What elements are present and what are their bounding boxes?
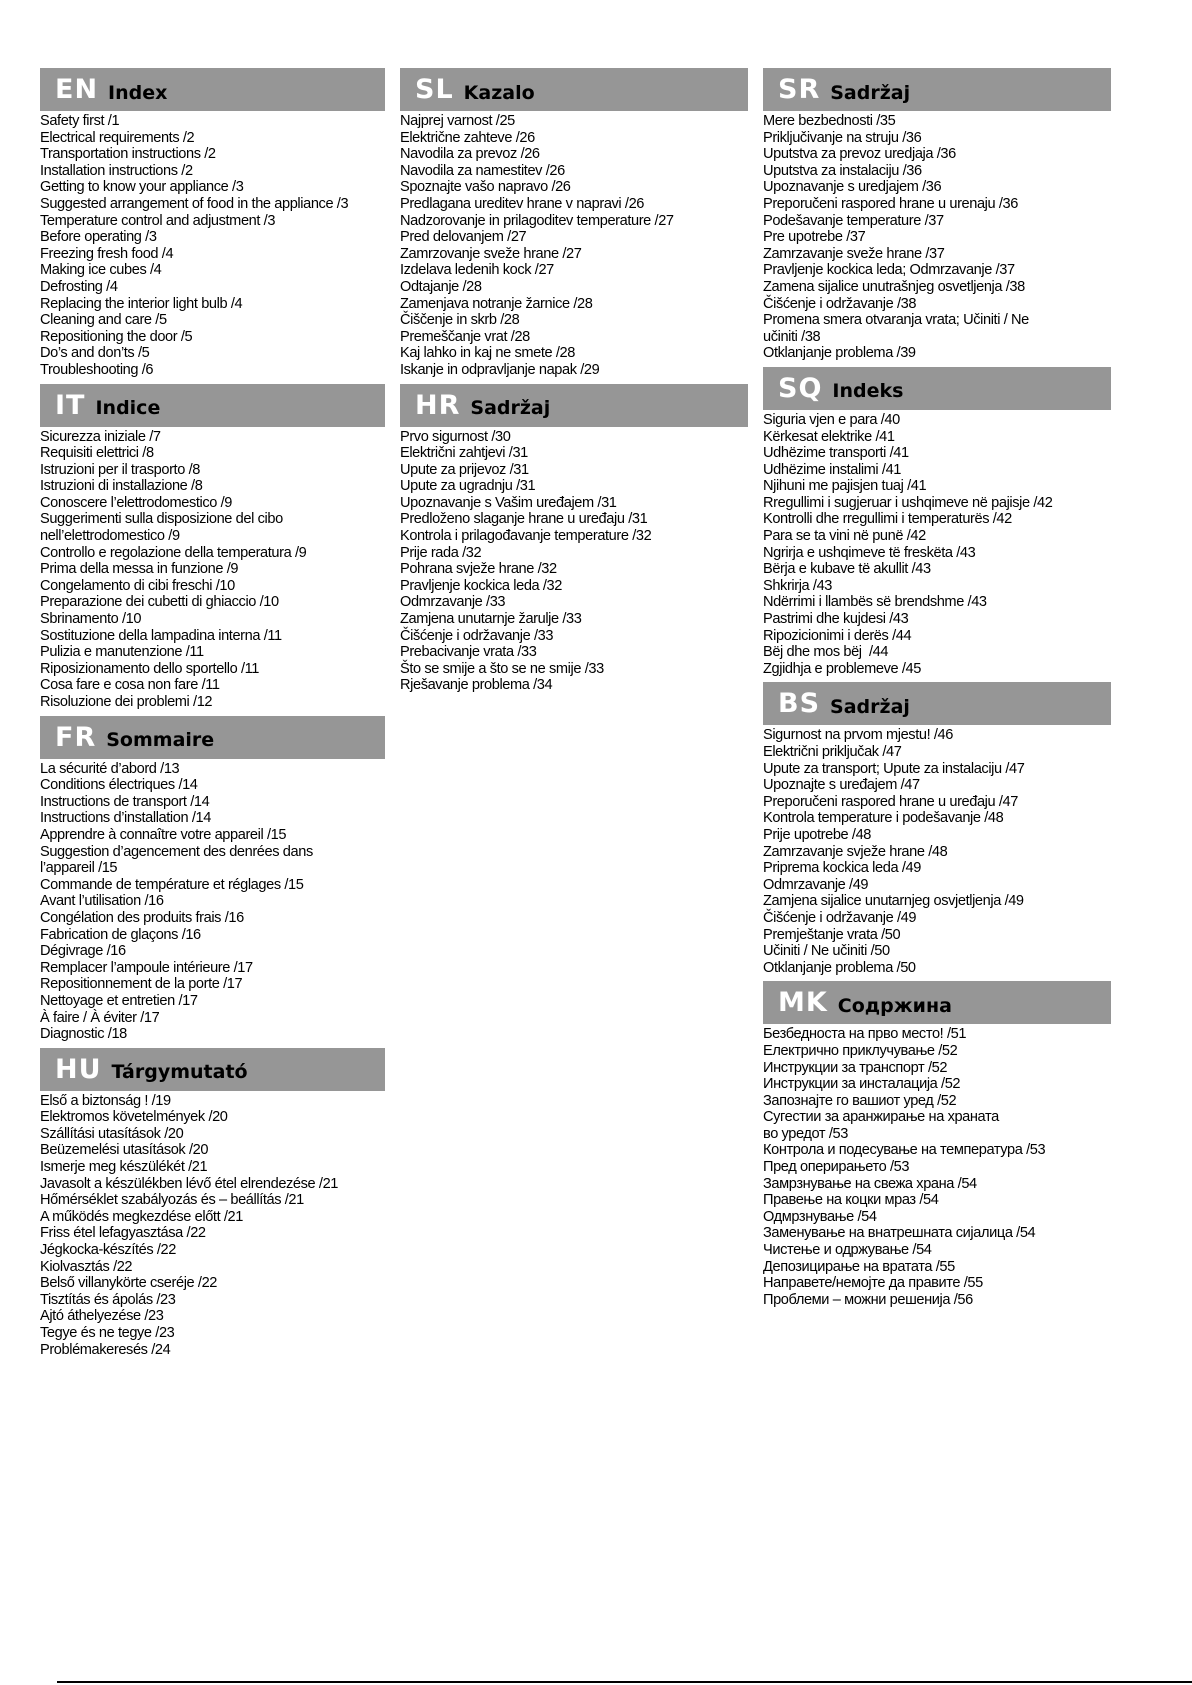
toc-entry: Temperature control and adjustment /3: [40, 212, 276, 229]
toc-entry: Kontrolli dhe rregullimi i temperaturës /42: [763, 511, 1012, 528]
toc-entry: Requisiti elettrici /8: [40, 445, 154, 462]
toc-entry: Beüzemelési utasítások /20: [40, 1142, 209, 1159]
toc-list-sr: [763, 113, 1111, 362]
toc-list-hr: [400, 429, 748, 695]
toc-entry: Prvo sigurnost /30: [400, 428, 511, 445]
toc-entry: Bërja e kubave të akullit /43: [763, 561, 931, 578]
language-code: IT: [55, 389, 86, 421]
toc-entry: Priključivanje na struju /36: [763, 129, 922, 146]
section-en: [40, 68, 385, 379]
toc-entry: Upoznavanje s uredjajem /36: [763, 179, 942, 196]
toc-entry: Instructions d’installation /14: [40, 810, 211, 827]
toc-entry: Zamjena unutarnje žarulje /33: [400, 611, 582, 628]
toc-entry: À faire / À éviter /17: [40, 1009, 160, 1026]
toc-entry: Bëj dhe mos bëj /44: [763, 644, 889, 661]
toc-entry: Контрола и подесување на температура /53: [763, 1142, 1046, 1159]
toc-entry: Elektromos követelmények /20: [40, 1109, 228, 1126]
toc-entry: Правење на коцки мраз /54: [763, 1192, 939, 1209]
toc-entry: Hőmérséklet szabályozás és – beállítás /21: [40, 1192, 304, 1209]
toc-entry: Javasolt a készülékben lévő étel elrendezése /21: [40, 1175, 339, 1192]
toc-entry: Инструкции за инсталација /52: [763, 1076, 961, 1093]
toc-entry: Para se ta vini në punë /42: [763, 528, 926, 545]
language-code: SR: [778, 74, 821, 105]
toc-entry: Repositioning the door /5: [40, 328, 193, 345]
toc-entry: Preparazione dei cubetti di ghiaccio /10: [40, 594, 279, 611]
toc-entry: Otklanjanje problema /39: [763, 345, 916, 362]
toc-entry: Podešavanje temperature /37: [763, 212, 944, 229]
toc-entry: Safety first /1: [40, 113, 120, 129]
toc-entry: Repositionnement de la porte /17: [40, 976, 243, 993]
column-left: [40, 68, 385, 1363]
toc-entry: Transportation instructions /2: [40, 146, 216, 163]
toc-entry: Suggestion d’agencement des denrées dans: [40, 843, 313, 860]
section-title: Sadržaj: [830, 695, 910, 718]
toc-entry: Problémakeresés /24: [40, 1341, 171, 1358]
toc-entry: Što se smije a što se ne smije /33: [400, 660, 604, 677]
section-header-sr: [763, 68, 1111, 111]
language-code: SL: [415, 74, 454, 105]
toc-entry: Prije rada /32: [400, 544, 482, 561]
section-sq: [763, 367, 1111, 678]
toc-entry: Friss étel lefagyasztása /22: [40, 1225, 206, 1242]
toc-entry: Njihuni me pajisjen tuaj /41: [763, 478, 927, 495]
language-code: EN: [55, 74, 99, 105]
toc-entry: Preporučeni raspored hrane u urenaju /36: [763, 195, 1018, 212]
toc-entry: Conoscere l’elettrodomestico /9: [40, 494, 233, 511]
toc-list-it: [40, 429, 385, 711]
section-header-mk: [763, 981, 1111, 1024]
bottom-rule: [57, 1681, 1192, 1683]
section-header-en: [40, 68, 385, 111]
toc-entry: Shkrirja /43: [763, 577, 833, 594]
section-sl: [400, 68, 748, 379]
toc-entry: l’appareil /15: [40, 860, 118, 877]
toc-list-fr: [40, 761, 385, 1043]
toc-entry: Ripozicionimi i derës /44: [763, 627, 912, 644]
toc-entry: во уредот /53: [763, 1125, 848, 1142]
language-code: SQ: [778, 372, 823, 404]
toc-entry: Sigurnost na prvom mjestu! /46: [763, 727, 953, 744]
toc-entry: Izdelava ledenih kock /27: [400, 262, 554, 279]
toc-entry: Commande de température et réglages /15: [40, 876, 304, 893]
toc-entry: Instructions de transport /14: [40, 793, 210, 810]
toc-entry: Pohrana svježe hrane /32: [400, 561, 557, 578]
toc-entry: Запознајте го вашиот уред /52: [763, 1092, 957, 1109]
toc-entry: Kontrola temperature i podešavanje /48: [763, 810, 1004, 827]
toc-entry: Проблеми – можни решенија /56: [763, 1291, 973, 1308]
section-title: Sommaire: [106, 729, 215, 752]
toc-entry: Premeščanje vrat /28: [400, 328, 530, 345]
toc-entry: Чистење и одржување /54: [763, 1242, 932, 1259]
toc-entry: Congelamento di cibi freschi /10: [40, 577, 235, 594]
toc-entry: Električne zahteve /26: [400, 129, 535, 146]
section-header-hr: [400, 384, 748, 427]
toc-entry: Electrical requirements /2: [40, 129, 195, 146]
toc-entry: Controllo e regolazione della temperatura /9: [40, 544, 307, 561]
toc-entry: Ndërrimi i llambës së brendshme /43: [763, 594, 987, 611]
toc-entry: nell’elettrodomestico /9: [40, 528, 180, 545]
section-title: Содржина: [837, 994, 952, 1017]
toc-entry: Ngrirja e ushqimeve të freskëta /43: [763, 544, 976, 561]
section-fr: [40, 716, 385, 1043]
toc-entry: Prima della messa in funzione /9: [40, 561, 239, 578]
toc-list-hu: [40, 1093, 385, 1359]
toc-entry: Defrosting /4: [40, 278, 118, 295]
section-header-bs: [763, 682, 1111, 725]
language-code: HU: [55, 1053, 102, 1085]
toc-entry: Riposizionamento dello sportello /11: [40, 660, 259, 677]
toc-entry: Zgjidhja e problemeve /45: [763, 660, 921, 677]
section-sr: [763, 68, 1111, 362]
toc-entry: Ajtó áthelyezése /23: [40, 1308, 164, 1325]
section-mk: [763, 981, 1111, 1308]
toc-entry: Installation instructions /2: [40, 162, 193, 179]
section-hu: [40, 1048, 385, 1359]
toc-entry: Freezing fresh food /4: [40, 245, 174, 262]
toc-entry: Első a biztonság ! /19: [40, 1092, 171, 1109]
toc-entry: Kiolvasztás /22: [40, 1258, 133, 1275]
toc-entry: Čiščenje in skrb /28: [400, 312, 520, 329]
section-header-it: [40, 384, 385, 427]
toc-entry: Upute za ugradnju /31: [400, 478, 536, 495]
toc-entry: Пред оперирањето /53: [763, 1159, 910, 1176]
toc-entry: Do’s and don’ts /5: [40, 345, 150, 362]
toc-entry: Направете/немојте да правите /55: [763, 1275, 983, 1292]
toc-entry: Suggested arrangement of food in the appliance /3: [40, 195, 349, 212]
toc-entry: Replacing the interior light bulb /4: [40, 295, 243, 312]
toc-entry: Troubleshooting /6: [40, 361, 154, 378]
toc-entry: Fabrication de glaçons /16: [40, 926, 201, 943]
section-hr: [400, 384, 748, 695]
toc-entry: Čišćenje i održavanje /33: [400, 627, 554, 644]
toc-entry: Kaj lahko in kaj ne smete /28: [400, 345, 575, 362]
toc-entry: Učiniti / Ne učiniti /50: [763, 943, 890, 960]
toc-entry: Kontrola i prilagođavanje temperature /32: [400, 528, 652, 545]
toc-entry: Депозицирање на вратата /55: [763, 1258, 955, 1275]
toc-entry: Сугестии за аранжирање на храната: [763, 1109, 999, 1126]
section-title: Kazalo: [463, 81, 535, 104]
toc-entry: Istruzioni per il trasporto /8: [40, 461, 200, 478]
toc-entry: Zamenjava notranje žarnice /28: [400, 295, 593, 312]
toc-entry: Zamrzavanje svježe hrane /48: [763, 843, 948, 860]
toc-entry: Promena smera otvaranja vrata; Učiniti / Ne: [763, 312, 1029, 329]
toc-entry: Diagnostic /18: [40, 1026, 127, 1043]
toc-entry: Before operating /3: [40, 229, 157, 246]
toc-entry: Tisztítás és ápolás /23: [40, 1291, 176, 1308]
section-header-sq: [763, 367, 1111, 410]
toc-entry: Sicurezza iniziale /7: [40, 428, 161, 445]
toc-entry: Sbrinamento /10: [40, 611, 142, 628]
toc-entry: Udhëzime transporti /41: [763, 445, 909, 462]
section-title: Index: [108, 81, 168, 104]
toc-entry: Zamena sijalice unutrašnjeg osvetljenja /38: [763, 278, 1025, 295]
toc-entry: Dégivrage /16: [40, 943, 126, 960]
toc-entry: Uputstva za instalaciju /36: [763, 162, 922, 179]
toc-entry: Zamrzavanje sveže hrane /37: [763, 245, 945, 262]
toc-entry: Belső villanykörte cseréje /22: [40, 1275, 217, 1292]
toc-list-mk: [763, 1026, 1111, 1308]
section-title: Sadržaj: [470, 397, 551, 419]
toc-entry: Sostituzione della lampadina interna /11: [40, 627, 282, 644]
section-title: Sadržaj: [830, 81, 911, 104]
toc-list-bs: [763, 727, 1111, 976]
toc-entry: Pastrimi dhe kujdesi /43: [763, 611, 909, 628]
toc-entry: Zamrzovanje sveže hrane /27: [400, 245, 582, 262]
toc-list-sq: [763, 412, 1111, 678]
language-code: BS: [778, 688, 821, 720]
toc-entry: Pulizia e manutenzione /11: [40, 644, 204, 661]
toc-entry: Apprendre à connaître votre appareil /15: [40, 826, 287, 843]
column-right: [763, 68, 1111, 1313]
toc-entry: Upoznavanje s Vašim uređajem /31: [400, 494, 617, 511]
toc-entry: Odmrzavanje /49: [763, 876, 869, 893]
section-header-hu: [40, 1048, 385, 1091]
toc-entry: Kërkesat elektrike /41: [763, 428, 895, 445]
toc-entry: Getting to know your appliance /3: [40, 179, 244, 196]
toc-entry: Avant l’utilisation /16: [40, 893, 164, 910]
toc-entry: Odmrzavanje /33: [400, 594, 506, 611]
toc-entry: Upoznajte s uređajem /47: [763, 777, 920, 794]
toc-entry: Ismerje meg készülékét /21: [40, 1159, 208, 1176]
section-title: Indeks: [832, 380, 904, 403]
section-header-fr: [40, 716, 385, 759]
toc-entry: Nadzorovanje in prilagoditev temperature /27: [400, 212, 674, 229]
toc-entry: Otklanjanje problema /50: [763, 959, 916, 976]
toc-list-en: [40, 113, 385, 379]
toc-entry: Premještanje vrata /50: [763, 926, 901, 943]
toc-entry: Risoluzione dei problemi /12: [40, 694, 213, 710]
toc-entry: Navodila za namestitev /26: [400, 162, 565, 179]
toc-list-sl: [400, 113, 748, 379]
toc-entry: Tegye és ne tegye /23: [40, 1325, 175, 1341]
toc-entry: Zamjena sijalice unutarnjeg osvjetljenja /49: [763, 893, 1024, 910]
toc-entry: Odtajanje /28: [400, 278, 482, 295]
toc-entry: Čišćenje i održavanje /38: [763, 295, 917, 312]
language-code: FR: [55, 721, 97, 753]
toc-entry: Predlagana ureditev hrane v napravi /26: [400, 195, 645, 212]
toc-entry: Predloženo slaganje hrane u uređaju /31: [400, 511, 648, 528]
toc-entry: Prebacivanje vrata /33: [400, 644, 537, 661]
toc-entry: Making ice cubes /4: [40, 262, 162, 279]
toc-entry: Navodila za prevoz /26: [400, 146, 540, 163]
toc-entry: Rregullimi i sugjeruar i ushqimeve në pajisje /42: [763, 494, 1053, 511]
section-bs: [763, 682, 1111, 976]
section-title: Tárgymutató: [111, 1061, 248, 1084]
toc-entry: Замрзнување на свежа храна /54: [763, 1175, 977, 1192]
toc-entry: Suggerimenti sulla disposizione del cibo: [40, 511, 283, 528]
toc-entry: Nettoyage et entretien /17: [40, 992, 198, 1009]
toc-entry: Priprema kockica leda /49: [763, 860, 921, 877]
toc-entry: A működés megkezdése előtt /21: [40, 1208, 243, 1225]
language-code: MK: [778, 987, 828, 1019]
section-it: [40, 384, 385, 711]
toc-entry: Заменување на внатрешната сијалица /54: [763, 1225, 1036, 1242]
toc-entry: Congélation des produits frais /16: [40, 909, 244, 926]
section-header-sl: [400, 68, 748, 111]
toc-entry: Električni priključak /47: [763, 744, 902, 760]
toc-entry: Istruzioni di installazione /8: [40, 478, 203, 495]
toc-entry: Cosa fare e cosa non fare /11: [40, 677, 220, 694]
toc-entry: Cleaning and care /5: [40, 312, 167, 329]
toc-entry: Pred delovanjem /27: [400, 229, 527, 246]
toc-entry: Pre upotrebe /37: [763, 229, 866, 246]
toc-entry: Uputstva za prevoz uredjaja /36: [763, 146, 956, 163]
toc-entry: Szállítási utasítások /20: [40, 1125, 184, 1142]
toc-entry: Električni zahtjevi /31: [400, 445, 528, 462]
toc-entry: Iskanje in odpravljanje napak /29: [400, 361, 600, 378]
toc-entry: Remplacer l’ampoule intérieure /17: [40, 959, 253, 976]
column-middle: [400, 68, 748, 699]
toc-entry: Инструкции за транспорт /52: [763, 1059, 948, 1076]
toc-entry: Upute za transport; Upute za instalaciju /47: [763, 760, 1025, 777]
toc-entry: Rješavanje problema /34: [400, 677, 553, 694]
toc-entry: Pravljenje kockica leda; Odmrzavanje /37: [763, 262, 1015, 279]
toc-entry: Prije upotrebe /48: [763, 826, 872, 843]
toc-entry: Безбедноста на прво место! /51: [763, 1026, 967, 1043]
toc-entry: Najprej varnost /25: [400, 113, 515, 129]
toc-entry: Čišćenje i održavanje /49: [763, 909, 917, 926]
toc-entry: učiniti /38: [763, 328, 821, 345]
toc-entry: Pravljenje kockica leda /32: [400, 577, 562, 594]
toc-entry: Upute za prijevoz /31: [400, 461, 529, 478]
section-title: Indice: [95, 397, 161, 419]
toc-entry: Siguria vjen e para /40: [763, 411, 900, 428]
toc-entry: Preporučeni raspored hrane u uređaju /47: [763, 793, 1018, 810]
toc-entry: Spoznajte vašo napravo /26: [400, 179, 571, 196]
language-code: HR: [415, 389, 461, 421]
toc-entry: Jégkocka-készítés /22: [40, 1242, 176, 1259]
toc-entry: Conditions électriques /14: [40, 777, 198, 794]
toc-entry: Udhëzime instalimi /41: [763, 461, 902, 478]
toc-entry: Mere bezbednosti /35: [763, 113, 896, 129]
toc-entry: Одмрзнување /54: [763, 1208, 877, 1225]
toc-entry: La sécurité d’abord /13: [40, 760, 180, 777]
toc-entry: Електрично приклучување /52: [763, 1042, 958, 1059]
